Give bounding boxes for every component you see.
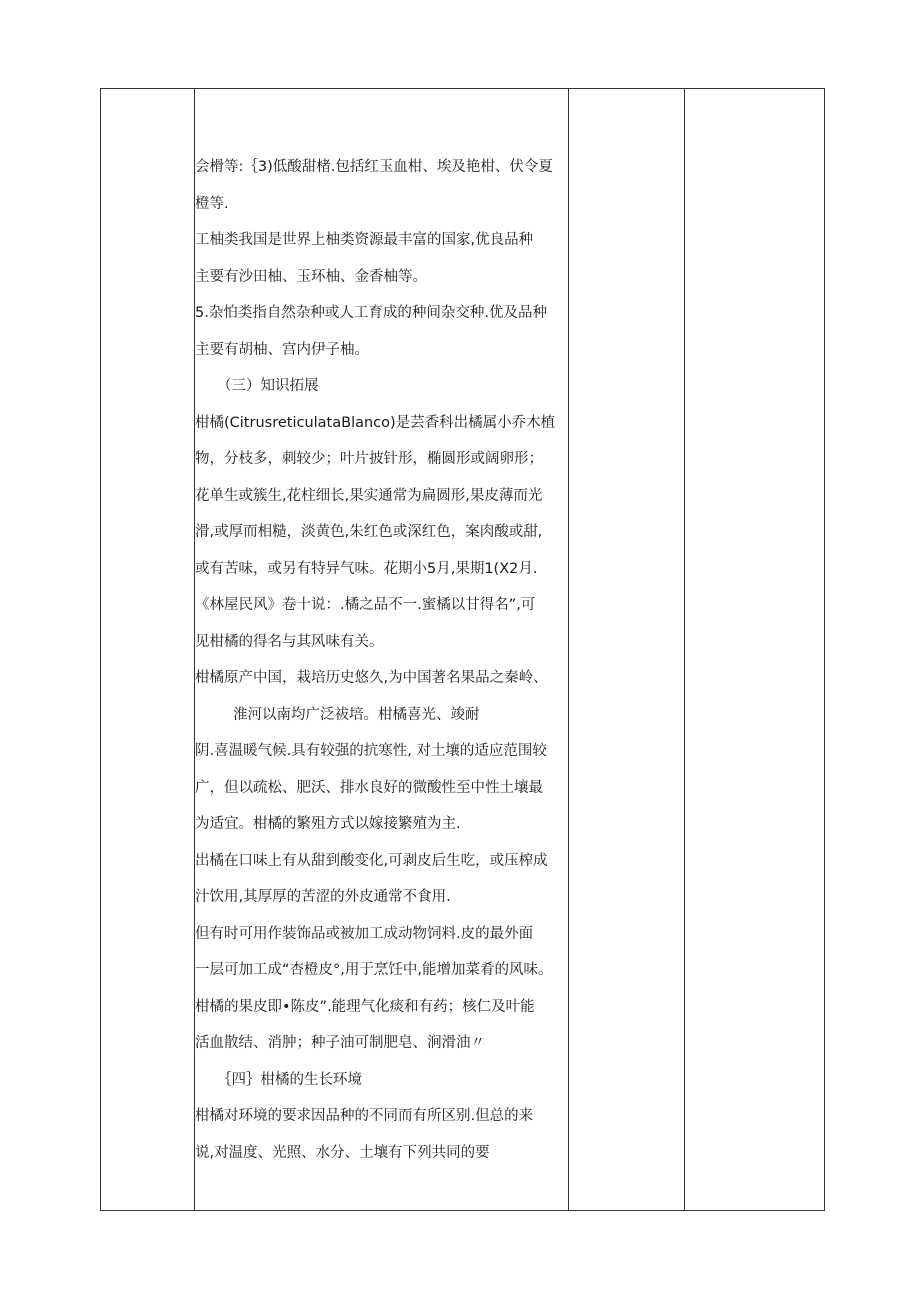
text-line: 说,对温度、光照、水分、土壤有下列共同的要 — [195, 1144, 490, 1161]
text-line: 为适宜。柑橘的繁殂方式以嫁接繁殖为主. — [195, 816, 461, 832]
text-line: 花单生或簇生,花柱细长,果实通常为扁圆形,果皮薄而光 — [195, 487, 543, 504]
third-column-cell — [569, 89, 685, 1211]
fourth-column-cell — [685, 89, 825, 1211]
text-line: 5.杂怕类指自然杂种或人工育成的种间杂交种.优及品种 — [195, 305, 547, 321]
text-line: 阴.喜温暖气候.具有较强的抗寒性, 对土壤的适应范围较 — [195, 743, 547, 759]
text-line: （三）知识拓展 — [217, 378, 319, 394]
content-cell — [195, 89, 569, 1211]
text-line: 淮河以南均广泛祓培。柑橘喜光、竣耐 — [233, 706, 480, 723]
text-line: 活血散结、消肿；种子油可制肥皂、涧滑油〃 — [195, 1035, 485, 1051]
page-table — [100, 88, 825, 1211]
text-line: 但有时可用作装饰品或被加工成动物饲料.皮的最外面 — [195, 925, 534, 942]
table-row — [101, 89, 825, 1211]
text-line: 主要有胡柚、宫内伊子柚。 — [195, 341, 369, 358]
text-line: 工柚类我国是世界上柚类资源最丰富的国家,优良品种 — [195, 232, 534, 248]
text-line: 物，分枝多，刺较少；叶片披针形，椭圆形或阔卵形； — [195, 451, 543, 467]
text-line: 汁饮用,其厚厚的苦涩的外皮通常不食用. — [195, 889, 451, 905]
text-line: 见柑橘的得名与其风味有关。 — [195, 633, 384, 650]
text-line: 会榾等:｛3)低酸甜楮.包括红玉血柑、埃及艳柑、伏令夏 — [195, 159, 553, 175]
text-line: 岀橘在口味上有从甜到酸变化,可剥皮后生吃，或压榨成 — [195, 852, 548, 869]
content-text — [195, 89, 568, 1171]
text-line: 柑橘对环境的要求因品种的不同而有所区别.但总的来 — [195, 1108, 534, 1124]
text-line: 橙等. — [195, 195, 229, 212]
text-line: 广，但以疏松、肥沃、排水良好的微酸性至中性土壤最 — [195, 779, 543, 796]
text-line: 《林屋民风》卷十说：.橘之品不一.蜜橘以甘得名”,可 — [195, 597, 536, 613]
text-line: 主要有沙田柚、玉环柚、金香柚等。 — [195, 268, 427, 285]
text-line: 滑,或厚而相糙，淡黄色,朱红色或深红色，案肉酸或甜, — [195, 524, 543, 540]
text-line: 或有苦味，或另有特异气味。花期小5月,果期1(X2月. — [195, 560, 538, 577]
text-line: 一层可加工成“杏橙皮°,用于烹饪中,能增加菜肴的风味。 — [195, 962, 553, 978]
text-line: ｛四｝柑橘的生长环境 — [217, 1071, 362, 1088]
left-column-cell — [101, 89, 195, 1211]
text-line: 柑橘(CitrusreticulataBlanco)是芸香科岀橘属小乔木植 — [195, 414, 556, 431]
text-line: 柑橘原产中国，栽培历史悠久,为中国著名果品之秦岭、 — [195, 670, 548, 686]
text-line: 柑橘的果皮即•陈皮”.能理气化痰和有药；核仁及叶能 — [195, 998, 535, 1015]
